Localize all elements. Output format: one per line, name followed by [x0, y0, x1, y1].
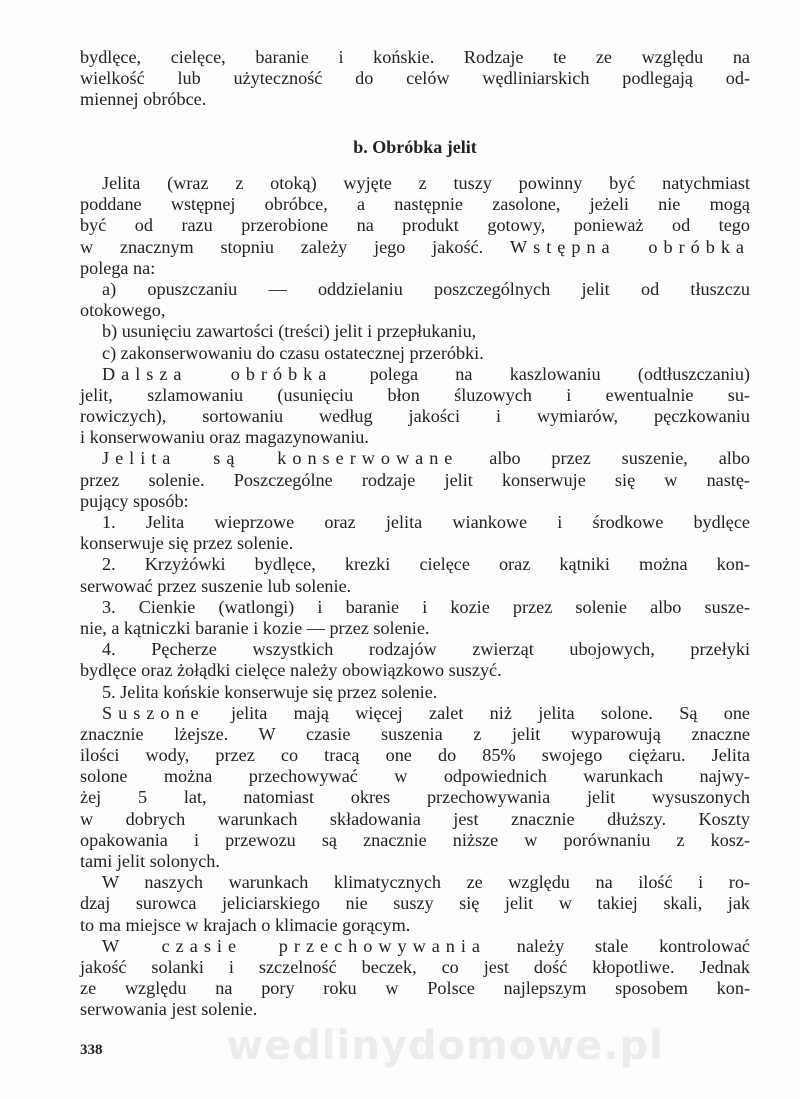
text-segment: 5. Jelita końskie konserwuje się przez solenie. [102, 681, 438, 702]
text-segment: otokowego, [80, 300, 166, 321]
text-line [80, 787, 750, 808]
text-segment: c) zakonserwowaniu do czasu ostatecznej przeróbki. [102, 342, 484, 363]
text-line [80, 343, 750, 364]
text-line [80, 830, 750, 851]
text-segment: tami jelit solonych. [80, 851, 220, 871]
text-line [80, 872, 750, 893]
text-line [80, 448, 750, 469]
text-segment: serwowania jest solenie. [80, 999, 258, 1020]
text-segment: należy stale kontrolować [486, 935, 750, 956]
text-line [80, 639, 750, 660]
spaced-emphasis: Dalsza obróbka [102, 363, 333, 384]
text-segment: albo przez suszenie, albo [458, 448, 751, 469]
text-segment: ze względu na pory roku w Polsce najlepszym sposobem kon- [80, 978, 750, 999]
text-line [80, 851, 750, 872]
text-line [80, 660, 750, 681]
text-segment: 4. Pęcherze wszystkich rodzajów zwierząt ubojowych, przełyki [102, 639, 750, 660]
text-segment: bydlęce, cielęce, baranie i końskie. Rodzaje te ze względu na [80, 47, 750, 67]
text-segment: konserwuje się przez solenie. [80, 533, 294, 554]
text-line [80, 512, 750, 533]
text-segment: poddane wstępnej obróbce, a następnie zasolone, jeżeli nie mogą [80, 194, 750, 215]
text-segment: 1. Jelita wieprzowe oraz jelita wiankowe i środkowe bydlęce [102, 512, 750, 532]
text-segment: polega na kaszlowaniu (odtłuszczaniu) [332, 363, 750, 384]
text-line [80, 745, 750, 766]
spaced-emphasis: W czasie przechowywania [102, 935, 486, 956]
section-heading: b. Obróbka jelit [353, 137, 477, 157]
spaced-emphasis: Jelita są konserwowane [102, 448, 459, 469]
text-segment: 2. Krzyżówki bydlęce, krezki cielęce oraz kątniki można kon- [102, 554, 750, 575]
text-segment: Jelita (wraz z otoką) wyjęte z tuszy powinny być natychmiast [102, 173, 750, 193]
text-segment: a) opuszczaniu — oddzielaniu poszczególnych jelit od tłuszczu [102, 278, 750, 299]
text-segment: miennej obróbce. [80, 89, 207, 110]
text-line [80, 237, 750, 258]
text-segment: jelita mają więcej zalet niż jelita solone. Są one [204, 702, 750, 723]
text-line [80, 321, 750, 342]
text-segment: to ma miejsce w krajach o klimacie gorącym. [80, 914, 411, 935]
text-line [80, 597, 750, 618]
text-line [80, 470, 750, 491]
text-segment: opakowania i przewozu są znacznie niższe w porównaniu z kosz- [80, 829, 750, 850]
text-line [80, 406, 750, 427]
text-segment: polega na: [80, 257, 156, 278]
text-segment: 3. Cienkie (watlongi) i baranie i kozie przez solenie albo susze- [102, 596, 750, 617]
text-segment: w dobrych warunkach składowania jest znacznie dłuższy. Koszty [80, 808, 750, 829]
text-line [80, 364, 750, 385]
text-line [80, 682, 750, 703]
text-line [80, 893, 750, 914]
page-number: 338 [80, 1042, 103, 1058]
text-line [80, 809, 750, 830]
text-line [80, 766, 750, 787]
text-segment: b) usunięciu zawartości (treści) jelit i przepłukaniu, [102, 321, 477, 342]
text-line [80, 618, 750, 639]
text-line [80, 724, 750, 745]
text-segment: w znacznym stopniu zależy jego jakość. [80, 236, 510, 257]
text-line [80, 89, 750, 110]
text-line [80, 936, 750, 957]
spaced-emphasis: Suszone [102, 702, 205, 723]
text-segment: W naszych warunkach klimatycznych ze względu na ilość i ro- [102, 872, 750, 893]
text-line [80, 978, 750, 999]
text-segment: być od razu przerobione na produkt gotowy, ponieważ od tego [80, 215, 750, 236]
text-line [80, 215, 750, 236]
text-line [80, 173, 750, 194]
text-line [80, 533, 750, 554]
intro-paragraph [80, 47, 750, 111]
text-segment: jelit, szlamowaniu (usunięciu błon śluzowych i ewentualnie su- [80, 384, 750, 405]
text-line [80, 554, 750, 575]
text-segment: przez solenie. Poszczególne rodzaje jelit konserwuje się w nastę- [80, 469, 750, 490]
text-line [80, 491, 750, 512]
text-line [80, 194, 750, 215]
text-line [80, 427, 750, 448]
text-segment: wielkość lub użyteczność do celów wędliniarskich podlegają od- [80, 68, 750, 89]
text-segment: solone można przechowywać w odpowiednich warunkach najwy- [80, 766, 750, 787]
text-segment: znacznie lżejsze. W czasie suszenia z jelit wyparowują znaczne [80, 723, 750, 744]
text-segment: bydlęce oraz żołądki cielęce należy obowiązkowo suszyć. [80, 660, 502, 681]
text-line [80, 68, 750, 89]
text-line [80, 300, 750, 321]
text-segment: pujący sposób: [80, 490, 189, 511]
section-body [80, 173, 750, 1021]
text-segment: serwować przez suszenie lub solenie. [80, 575, 352, 596]
text-line [80, 999, 750, 1020]
watermark: wedlinydomowe.pl [226, 1023, 664, 1069]
text-line [80, 576, 750, 597]
text-line [80, 279, 750, 300]
text-segment: i konserwowaniu oraz magazynowaniu. [80, 427, 369, 448]
text-line [80, 957, 750, 978]
text-segment: nie, a kątniczki baranie i kozie — przez solenie. [80, 617, 430, 638]
text-segment: dzaj surowca jeliciarskiego nie suszy się jelit w takiej skali, jak [80, 893, 750, 914]
text-line [80, 47, 750, 68]
text-segment: ilości wody, przez co tracą one do 85% swojego ciężaru. Jelita [80, 745, 750, 766]
text-line [80, 385, 750, 406]
text-segment: jakość solanki i szczelność beczek, co jest dość kłopotliwe. Jednak [80, 956, 750, 977]
text-line [80, 703, 750, 724]
text-line [80, 915, 750, 936]
spaced-emphasis: Wstępna obróbka [509, 236, 750, 257]
text-segment: żej 5 lat, natomiast okres przechowywania jelit wysuszonych [80, 787, 750, 808]
text-line [80, 258, 750, 279]
text-segment: rowiczych), sortowaniu według jakości i wymiarów, pęczkowaniu [80, 406, 750, 427]
